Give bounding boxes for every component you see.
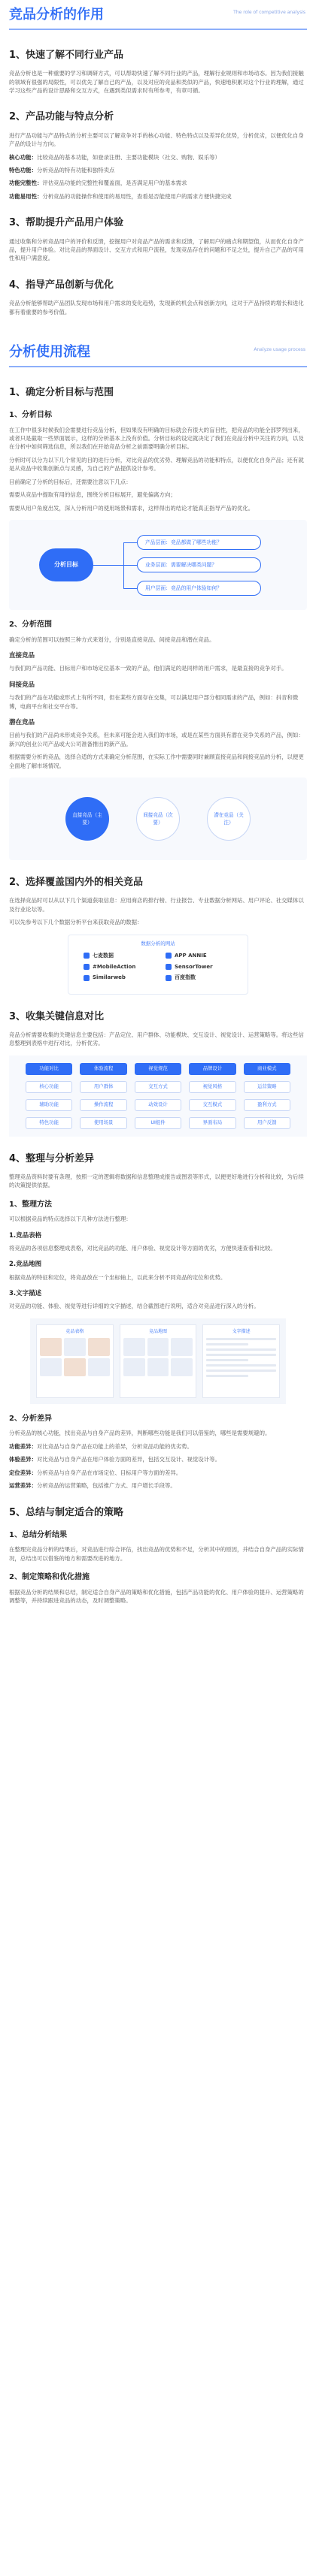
label: 功能差异：	[9, 1442, 37, 1450]
info-tag: 运营策略	[244, 1081, 290, 1093]
connector	[93, 565, 123, 566]
minor-heading: 1.竞品表格	[9, 1231, 42, 1240]
paragraph: 可以根据竞品的特点选择以下几种方法进行整理：	[9, 1216, 132, 1223]
section-title: 竞品分析的作用	[9, 7, 104, 23]
logo-mobileaction	[84, 963, 150, 971]
thumb	[40, 1358, 62, 1376]
paragraph: 需要从竞品中提取有用的信息，围绕分析目标展开，避免偏离方向；	[9, 491, 176, 499]
flow-hub: 分析目标	[39, 548, 93, 581]
logo-icon	[84, 975, 90, 981]
goal-flow-diagram	[9, 520, 307, 610]
paragraph: 分析时可以分为以下几个常见的目的进行分析，对比竞品的优劣势、理解竞品的功能和特点，以便优化自身产品；还有就是从竞品中收集创新点与灵感，为自己的产品提供设计参考。	[9, 456, 304, 473]
paragraph: 根据竞品分析的结果和总结，制定适合自身产品的策略和优化措施，包括产品功能的优化、用户体验的提升、运营策略的调整等，并持续跟进竞品的动态，及时调整策略。	[9, 1588, 304, 1605]
thumb	[123, 1358, 145, 1376]
shot-text	[202, 1324, 280, 1398]
thumb	[171, 1358, 193, 1376]
line	[206, 1338, 276, 1340]
line	[206, 1375, 248, 1377]
thumb	[147, 1358, 169, 1376]
shot-thumbs	[123, 1338, 193, 1376]
line	[206, 1354, 276, 1356]
paragraph: 根据竞品的特征和定位，将竞品放在一个坐标轴上，以此来分析不同竞品的定位和优势。	[9, 1273, 226, 1281]
info-tag: 动效设计	[135, 1099, 181, 1111]
paragraph: 整理竞品资料时要有条理，按照一定的逻辑将数据和信息整理成报告或图表等形式，以便更好地进行分析和比较，为后续的决策提供依据。	[9, 1173, 304, 1189]
info-tag: 视觉风格	[189, 1081, 235, 1093]
subheading: 2、分析范围	[9, 621, 52, 630]
subheading: 1、总结分析结果	[9, 1530, 67, 1539]
info-tag: 特色功能	[26, 1117, 72, 1129]
paragraph: 与我们的产品功能、目标用户和市场定位基本一致的产品，他们满足的是同样的用户需求，是最直接的竞争对手。	[9, 665, 287, 672]
paragraph	[0, 192, 316, 201]
logo-text: #MobileAction	[93, 963, 136, 970]
direct-competitor-circle: 直接竞品（主要）	[65, 797, 109, 841]
thumb	[40, 1338, 62, 1356]
text: 分析竞品的运营策略，包括推广方式、用户增长手段等。	[36, 1482, 176, 1490]
flow-box: 用户层面：竞品的用户体验如何？	[137, 581, 261, 596]
minor-heading: 3.文字描述	[9, 1290, 42, 1298]
shot-lines	[206, 1338, 276, 1377]
connector	[123, 542, 124, 589]
text: 分析竞品的功能操作和使用的易用性，查看是否能使用户的需求方便快捷完成	[42, 192, 232, 200]
info-tag: 功能对比	[26, 1063, 72, 1075]
heading: 2、选择覆盖国内外的相关竞品	[9, 877, 144, 889]
shot-map	[120, 1324, 197, 1398]
label: 运营差异：	[9, 1482, 37, 1490]
subheading: 2、分析差异	[9, 1414, 52, 1423]
label: 定位差异：	[9, 1469, 37, 1476]
logo-icon	[166, 953, 172, 959]
label: 核心功能：	[9, 153, 37, 161]
thumb	[171, 1338, 193, 1356]
heading: 5、总结与制定适合的策略	[9, 1506, 124, 1518]
info-tag: 操作流程	[80, 1099, 126, 1111]
thumb	[147, 1338, 169, 1356]
shot-title: 竞品地图	[149, 1328, 168, 1334]
thumb	[64, 1358, 86, 1376]
flow-box: 业务层面：需要解决哪类问题？	[137, 557, 261, 572]
label: 功能完整性：	[9, 180, 43, 187]
info-tag-grid	[9, 1055, 307, 1137]
thumb	[64, 1338, 86, 1356]
paragraph: 在选择竞品时可以从以下几个渠道获取信息：应用商店的排行榜、行业报告、专业数据分析网站、用户评论、社交媒体以及行业论坛等。	[9, 897, 304, 913]
paragraph: 分析竞品的核心功能，找出竞品与自身产品的差异，判断哪些功能是我们可以借鉴的，哪些是需要规避的。	[9, 1430, 271, 1437]
logo-grid	[68, 947, 248, 987]
paragraph: 确定分析的范围可以按照三种方式来划分，分别是直接竞品、间接竞品和潜在竞品。	[9, 636, 215, 643]
paragraph: 需要从用户角度出发，深入分析用户的使用场景和需求，这样得出的结论才能真正指导产品的优化。	[9, 504, 254, 512]
line	[206, 1343, 248, 1345]
heading: 4、指导产品创新与优化	[9, 279, 114, 291]
logo-sensortower	[166, 963, 232, 971]
paragraph: 目前与我们的产品尚未形成竞争关系，但未来可能会进入我们的市场，或是在某些方面具有潜在竞争关系的产品，例如：新兴的创业公司产品或大公司准备推出的新产品。	[9, 732, 304, 747]
info-tag: 界面布局	[189, 1117, 235, 1129]
paragraph: 目前确定了分析的目标后，还需要注意以下几点：	[9, 478, 132, 485]
logo-icon	[166, 975, 172, 981]
organize-methods-figure	[30, 1318, 286, 1404]
connector	[123, 588, 137, 589]
paragraph	[0, 179, 316, 187]
info-tag: 盈利方式	[244, 1099, 290, 1111]
section-header-role	[0, 0, 316, 33]
subheading: 1、分析目标	[9, 411, 52, 420]
shot-title: 文字描述	[232, 1328, 251, 1334]
heading: 3、收集关键信息对比	[9, 1010, 105, 1022]
thumb	[88, 1338, 110, 1356]
paragraph: 对竞品的功能、体验、视觉等进行详细的文字描述，结合截图进行说明，适合对竞品进行深入的分析。	[9, 1303, 260, 1310]
logo-icon	[166, 964, 172, 970]
info-tag: 体验流程	[80, 1063, 126, 1075]
info-tag: 辅助功能	[26, 1099, 72, 1111]
paragraph: 在整理完竞品分析的结果后，对竞品进行综合评估，找出竞品的优势和不足，分析其中的原因，并结合自身产品的实际情况，总结出可以借鉴的地方和需要改进的地方。	[9, 1546, 304, 1562]
logo-icon	[84, 953, 90, 959]
heading: 4、整理与分析差异	[9, 1152, 95, 1164]
minor-heading: 直接竞品	[9, 652, 35, 660]
paragraph: 竞品分析也是一种重要的学习和调研方式，可以帮助快速了解不同行业的产品，理解行业规则和市场动态。因为我们接触的领域有很强的局限性，可以优先了解自己的产品，以及对应的竞品和类似的产品，快速地积累对这个行业的理解，通过学习这些产品的设计思路和交互方式，在遇到类似需求时有所参考，有章可循。	[9, 70, 304, 94]
paragraph	[0, 1469, 316, 1477]
paragraph: 竞品分析能够帮助产品团队发现市场和用户需求的变化趋势，发现新的机会点和创新方向，这对于产品持续的增长和进化都有着重要的参考价值。	[9, 300, 304, 316]
competitor-scope-diagram	[9, 778, 307, 860]
section-divider	[9, 29, 307, 30]
potential-competitor-circle: 潜在竞品（关注）	[207, 797, 251, 841]
logo-text: SensorTower	[175, 963, 213, 970]
minor-heading: 间接竞品	[9, 681, 35, 689]
label: 特色功能：	[9, 166, 37, 174]
info-tag: 核心功能	[26, 1081, 72, 1093]
heading: 1、快速了解不同行业产品	[9, 49, 124, 61]
paragraph	[0, 153, 316, 162]
text: 评估竞品功能的完整性和覆盖面，是否满足用户的基本需求	[42, 180, 187, 187]
paragraph	[0, 1455, 316, 1463]
logo-text: Similarweb	[93, 974, 126, 981]
logo-text: 七麦数据	[93, 952, 114, 959]
heading: 1、确定分析目标与范围	[9, 386, 114, 398]
section-divider	[9, 366, 307, 367]
section-title: 分析使用流程	[9, 344, 90, 361]
minor-heading: 2.竞品地图	[9, 1261, 42, 1269]
data-sites-figure	[68, 935, 248, 995]
logo-qimai	[84, 952, 150, 960]
logo-baiduindex	[166, 974, 232, 982]
heading: 2、产品功能与特点分析	[9, 111, 114, 123]
line	[206, 1348, 276, 1351]
info-tag: UI组件	[135, 1117, 181, 1129]
shot-title: 竞品表格	[65, 1328, 84, 1334]
subheading: 2、制定策略和优化措施	[9, 1573, 90, 1582]
info-tag: 商业模式	[244, 1063, 290, 1075]
figure-title: 数据分析的网站	[141, 940, 175, 947]
logo-text: APP ANNIE	[175, 952, 207, 959]
text: 分析竞品与自身产品在市场定位、目标用户等方面的差异。	[36, 1469, 182, 1476]
text: 比较竞品的基本功能，如登录注册、主要功能模块（社交、购物、娱乐等）	[36, 153, 220, 161]
logo-text: 百度指数	[175, 974, 196, 981]
paragraph: 竞品分析需要收集的关键信息主要包括：产品定位、用户群体、功能模块、交互设计、视觉设计、运营策略等。将这些信息整理到表格中进行对比，分析优劣。	[9, 1031, 304, 1047]
paragraph: 根据需要分析的竞品，选择合适的方式来确定分析范围，在实际工作中需要同时兼顾直接竞品和间接竞品的分析，以便更全面地了解市场情况。	[9, 753, 304, 769]
info-tag: 品牌设计	[189, 1063, 235, 1075]
paragraph	[0, 166, 316, 174]
paragraph: 通过收集和分析竞品用户的评价和反馈，挖掘用户对竞品产品的需求和反馈，了解用户的痛点和期望值，从而优化自身产品，提升用户体验。对比竞品的界面设计、交互方式和用户流程，发现竞品存在的问题和不足之处，提升自己产品的可用性和用户满意度。	[9, 237, 304, 262]
info-tag: 使用场景	[80, 1117, 126, 1129]
text: 对比竞品与自身产品在用户体验方面的差异，包括交互设计、视觉设计等。	[36, 1456, 220, 1463]
line	[206, 1359, 248, 1361]
indirect-competitor-circle: 间接竞品（次要）	[136, 797, 180, 841]
paragraph: 可以先参考以下几个数据分析平台来获取竞品的数据：	[9, 919, 143, 926]
paragraph: 将竞品的各项信息整理成表格，对比竞品的功能、用户体验、视觉设计等方面的优劣，方便快速查看和比较。	[9, 1244, 276, 1252]
label: 体验差异：	[9, 1456, 37, 1463]
paragraph: 进行产品功能与产品特点的分析主要可以了解竞争对手的核心功能、特色特点以及差异化优势，分析优劣，以便优化自身产品的设计与方向。	[9, 131, 304, 148]
connector	[123, 542, 137, 543]
thumb	[123, 1338, 145, 1356]
flow-box: 产品层面：竞品都做了哪些功能？	[137, 535, 261, 550]
minor-heading: 潜在竞品	[9, 719, 35, 727]
paragraph: 与我们的产品在功能或形式上有所不同，但在某些方面存在交集，可以满足用户部分相同需求的产品，例如：抖音和微博，电商平台和社交平台等。	[9, 694, 299, 710]
paragraph	[0, 1442, 316, 1451]
heading: 3、帮助提升产品用户体验	[9, 217, 124, 229]
thumb	[88, 1358, 110, 1376]
line	[206, 1364, 276, 1367]
text: 分析竞品的特有功能和独特卖点	[36, 166, 115, 174]
label: 功能易用性：	[9, 192, 43, 200]
logo-icon	[84, 964, 90, 970]
logo-appannie	[166, 952, 232, 960]
paragraph	[0, 1481, 316, 1490]
text: 对比竞品与自身产品在功能上的差异，分析竞品功能的优劣势。	[36, 1442, 193, 1450]
info-tag: 交互模式	[189, 1099, 235, 1111]
logo-similarweb	[84, 974, 150, 982]
section-header-process	[0, 337, 316, 370]
info-tag: 用户反馈	[244, 1117, 290, 1129]
section-subtitle: Analyze usage process	[254, 347, 305, 353]
info-tag: 用户群体	[80, 1081, 126, 1093]
subheading: 1、整理方法	[9, 1200, 52, 1209]
info-tag: 交互方式	[135, 1081, 181, 1093]
line	[206, 1370, 276, 1372]
connector	[123, 565, 137, 566]
shot-thumbs	[40, 1338, 110, 1376]
info-tag: 视觉规范	[135, 1063, 181, 1075]
shot-table	[36, 1324, 114, 1398]
paragraph: 在工作中很多时候我们会需要进行竞品分析，但如果没有明确的目标就会有很大的盲目性，把竞品的功能全部罗列出来，或者只是截取一些界面展示，这样的分析基本上没有价值。分析目标的设定就决定了我们在竞品分析中关注的方向，以及在分析中如何筛选信息，所以我们在开始竞品分析之前需要明确分析目标。	[9, 426, 304, 451]
tag-grid	[26, 1063, 290, 1129]
section-subtitle: The role of competitive analysis	[233, 10, 305, 15]
